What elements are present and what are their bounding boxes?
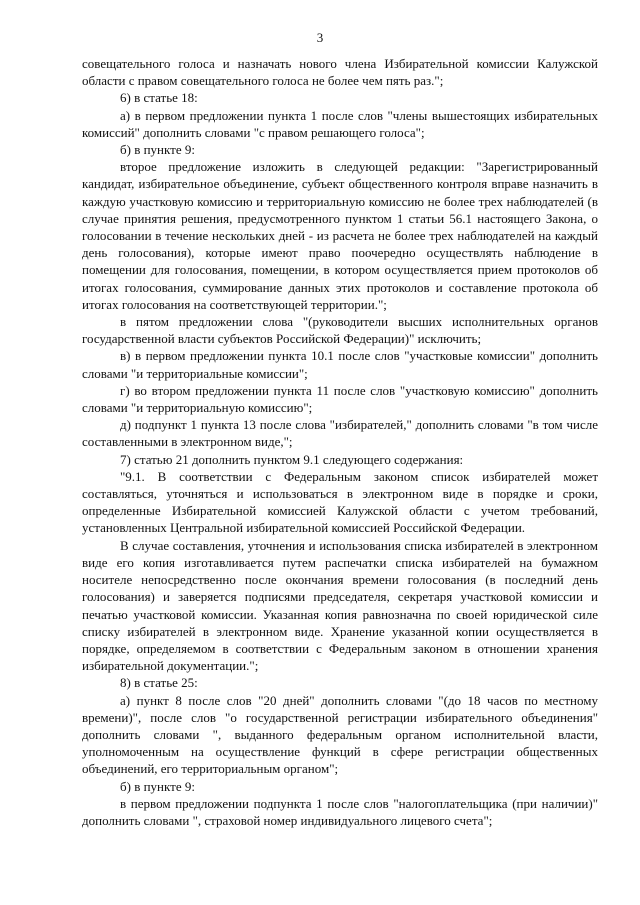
paragraph: г) во втором предложении пункта 11 после слов "участковую комиссию" дополнить словами "и территориальную комиссию";: [82, 382, 598, 416]
paragraph: а) пункт 8 после слов "20 дней" дополнить словами "(до 18 часов по местному времени)", после слов "о государственной регистрации избирательного объединения" дополнить словами ", выданного федеральным органом исполнительной власти, уполномоченным на осуществление функций в сфере регистрации общественных объединений, его территориальным органом";: [82, 692, 598, 777]
paragraph: в первом предложении подпункта 1 после слов "налогоплательщика (при наличии)" дополнить словами ", страховой номер индивидуального лицевого счета";: [82, 795, 598, 828]
paragraph: а) в первом предложении пункта 1 после слов "члены вышестоящих избирательных комиссий" дополнить словами "с правом решающего голоса";: [82, 107, 598, 140]
document-body: [82, 55, 598, 829]
paragraph: д) подпункт 1 пункта 13 после слова "избирателей," дополнить словами "в том числе составленными в электронном виде,";: [82, 417, 598, 450]
paragraph: 6) в статье 18:: [120, 90, 198, 106]
paragraph: 7) статью 21 дополнить пунктом 9.1 следующего содержания:: [120, 451, 464, 467]
paragraph: в пятом предложении слова "(руководители высших исполнительных органов государственной власти субъектов Российской Федерации)" исключить;: [82, 314, 598, 347]
paragraph: б) в пункте 9:: [120, 778, 195, 794]
paragraph: В случае составления, уточнения и использования списка избирателей в электронном виде его копия изготавливается путем распечатки списка избирателей на бумажном носителе непосредственно после окончания времени голосования (в последний день голосования) и заверяется подписями председателя, секретаря участковой комиссии и печатью участковой комиссии. Указанная копия равнозначна по своей юридической силе списку избирателей в электронном виде. Хранение указанной копии осуществляется в порядке, определяемом в соответствии с Федеральным законом в отношении хранения избирательной документации.";: [82, 537, 598, 674]
paragraph: в) в первом предложении пункта 10.1 после слов "участковые комиссии" дополнить словами "и территориальные комиссии";: [82, 348, 598, 381]
paragraph: 8) в статье 25:: [120, 675, 198, 691]
paragraph: совещательного голоса и назначать нового члена Избирательной комиссии Калужской области с правом совещательного голоса не более чем пять раз.";: [82, 56, 598, 89]
paragraph: б) в пункте 9:: [120, 142, 195, 158]
page-number: 3: [316, 30, 324, 45]
paragraph: "9.1. В соответствии с Федеральным законом список избирателей может составляться, уточняться и использоваться в электронном виде в порядке и сроки, определенные Избирательной комиссией Калужской области с учетом требований, установленных Центральной избирательной комиссией Российской Федерации.: [82, 468, 598, 536]
paragraph: второе предложение изложить в следующей редакции: "Зарегистрированный кандидат, избирательное объединение, субъект общественного контроля вправе назначить в каждую участковую комиссию и территориальную комиссию не более трех наблюдателей (в случае принятия решения, предусмотренного пунктом 1 статьи 56.1 настоящего Закона, о голосовании в течение нескольких дней - из расчета не более трех наблюдателей на каждый день голосования), которые имеют право поочередно осуществлять наблюдение в помещении для голосования, помещении, в котором осуществляется прием протоколов об итогах голосования, суммирование данных этих протоколов и составление протокола об итогах голосования на соответствующей территории.";: [82, 159, 598, 312]
